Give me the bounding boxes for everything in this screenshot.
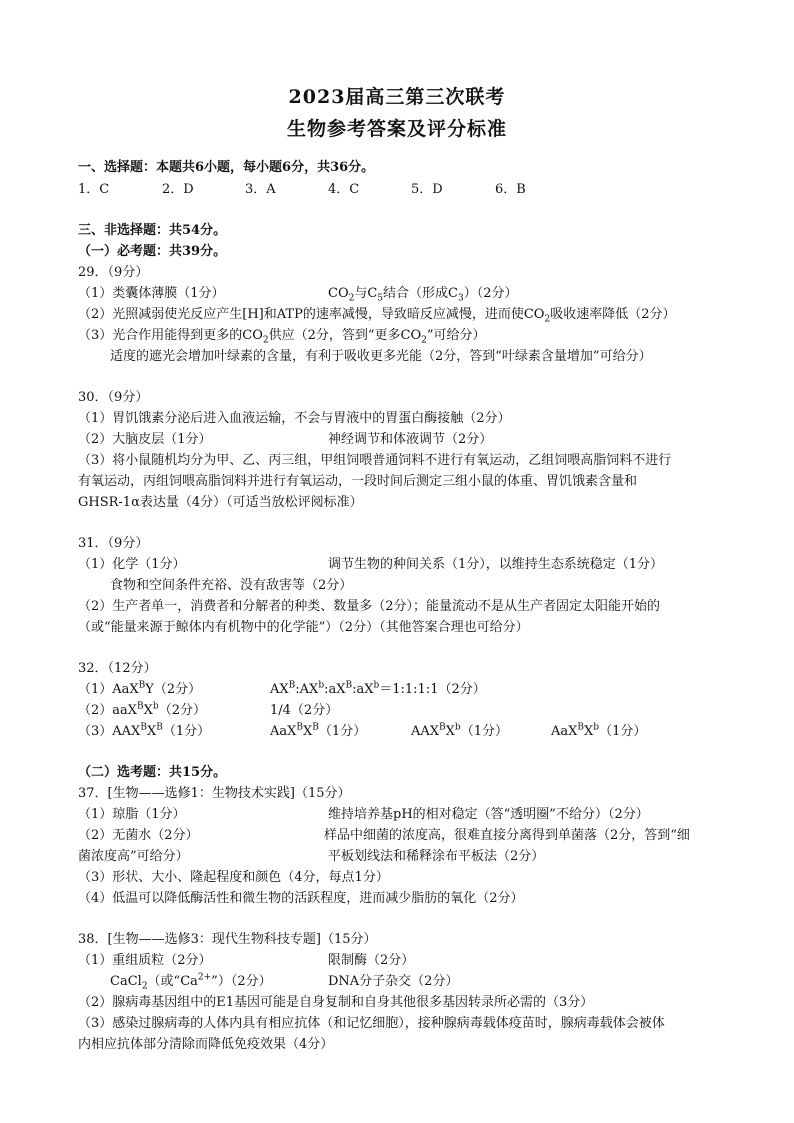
q37-line2a: （2）无菌水（2分） <box>78 828 199 843</box>
q38-line3: （2）腺病毒基因组中的E1基因可能是自身复制和自身其他很多基因转录所必需的（3分） <box>78 995 594 1010</box>
mc-answer-4: 4．C <box>328 182 360 197</box>
q38-heading: 38．[生物——选修3：现代生物科技专题]（15分） <box>78 932 377 947</box>
q38-line2a: CaCl$_2$（或“$Ca^{2+}”)(2$分） <box>110 972 272 992</box>
q37-line1a: （1）琼脂（1分） <box>78 807 186 822</box>
q32-row1b: $AX^B:AX^b:aX^B:aX^b=1:1:1:1(2$分） <box>270 680 486 697</box>
elective-header: （二）选考题：共15分。 <box>78 765 227 780</box>
mc-answer-1: 1．C <box>78 182 110 197</box>
q37-line3a: 菌浓度高”可给分） <box>78 849 189 864</box>
q37-line5: （4）低温可以降低酶活性和微生物的活跃程度，进而减少脂肪的氧化（2分） <box>78 891 524 906</box>
q30-line5: GHSR-1α表达量（4分）（可适当放松评阅标准） <box>78 495 363 510</box>
q32-row3d: $AaX^BX^b(1$分） <box>551 722 647 739</box>
q31-heading: 31．（9分） <box>78 536 149 551</box>
q30-line2a: （2）大脑皮层（1分） <box>78 432 212 447</box>
q38-line2b: DNA分子杂交（2分） <box>328 974 459 989</box>
mc-answer-3: 3．A <box>245 182 276 197</box>
q30-line3: （3）将小鼠随机均分为甲、乙、丙三组，甲组饲喂普通饲料不进行有氧运动，乙组饲喂高脂饲料不进行 <box>78 453 672 468</box>
page-subtitle: 生物参考答案及评分标准 <box>286 118 507 140</box>
q37-line2b: 样品中细菌的浓度高，很难直接分离得到单菌落（2分，答到“细 <box>324 828 690 843</box>
q32-row3a: $(3)AAX^BX^B(1$分） <box>78 722 211 739</box>
q37-line3b: 平板划线法和稀释涂布平板法（2分） <box>328 849 545 864</box>
q29-heading: 29．（9分） <box>78 265 149 280</box>
mc-answer-5: 5．D <box>411 182 443 197</box>
q37-heading: 37．[生物——选修1：生物技术实践]（15分） <box>78 786 351 801</box>
section1-header: 一、选择题：本题共6小题，每小题6分，共36分。 <box>78 160 375 175</box>
q29-line1a: （1）类囊体薄膜（1分） <box>78 286 225 301</box>
q30-line1: （1）胃饥饿素分泌后进入血液运输，不会与胃液中的胃蛋白酶接触（2分） <box>78 411 511 426</box>
q38-line5: 内相应抗体部分清除而降低免疫效果（4分） <box>78 1037 334 1052</box>
q32-row1a: （1）AaX$^B$Y（2分） <box>78 680 202 697</box>
q29-line3: （3）光合作用能得到更多的$CO_2$供应（2分，答到“更多$CO_2$”可给分） <box>78 328 486 346</box>
q30-line2b: 神经调节和体液调节（2分） <box>328 432 493 447</box>
mc-answer-6: 6．B <box>495 182 526 197</box>
q38-line1a: （1）重组质粒（2分） <box>78 953 212 968</box>
q29-line2: （2）光照减弱使光反应产生[H]和ATP的速率减慢，导致暗反应减慢，进而使$CO_2$吸收速率降低（2分） <box>78 307 676 325</box>
q29-line1b: $CO_2$与$C_5$结合（形成$C_3)(2$分） <box>328 286 518 304</box>
q32-row2b: 1/4（2分） <box>270 703 339 718</box>
q31-line3: （2）生产者单一，消费者和分解者的种类、数量多（2分）；能量流动不是从生产者固定太阳能开始的 <box>78 599 661 614</box>
q32-heading: 32．（12分） <box>78 661 157 676</box>
q31-line2: 食物和空间条件充裕、没有敌害等（2分） <box>110 578 353 593</box>
q38-line1b: 限制酶（2分） <box>328 953 415 968</box>
q31-line1b: 调节生物的种间关系（1分），以维持生态系统稳定（1分） <box>328 557 664 572</box>
page-title: 2023届高三第三次联考 <box>288 86 506 108</box>
q30-heading: 30．（9分） <box>78 390 149 405</box>
q32-row2a: $(2)aaX^BX^b(2$分） <box>78 701 206 718</box>
q32-row3c: $AAX^BX^b(1$分） <box>411 722 508 739</box>
q37-line1b: 维持培养基pH的相对稳定（答“透明圈”不给分）（2分） <box>328 807 649 822</box>
q31-line1a: （1）化学（1分） <box>78 557 186 572</box>
q38-line4: （3）感染过腺病毒的人体内具有相应抗体（和记忆细胞），接种腺病毒载体疫苗时，腺病毒载体会被体 <box>78 1016 665 1031</box>
required-header: （一）必考题：共39分。 <box>78 244 227 259</box>
q29-line4: 适度的遮光会增加叶绿素的含量，有利于吸收更多光能（2分，答到“叶绿素含量增加”可给分） <box>110 349 652 364</box>
q31-line4: （或“能量来源于鲸体内有机物中的化学能”）（2分）（其他答案合理也可给分） <box>78 620 529 635</box>
q30-line4: 有氧运动，丙组饲喂高脂饲料并进行有氧运动，一段时间后测定三组小鼠的体重、胃饥饿素含量和 <box>78 474 638 489</box>
q32-row3b: $AaX^BX^B(1$分） <box>270 722 367 739</box>
q37-line4: （3）形状、大小、隆起程度和颜色（4分，每点1分） <box>78 870 389 885</box>
section3-header: 三、非选择题：共54分。 <box>78 223 227 238</box>
mc-answer-2: 2．D <box>162 182 194 197</box>
